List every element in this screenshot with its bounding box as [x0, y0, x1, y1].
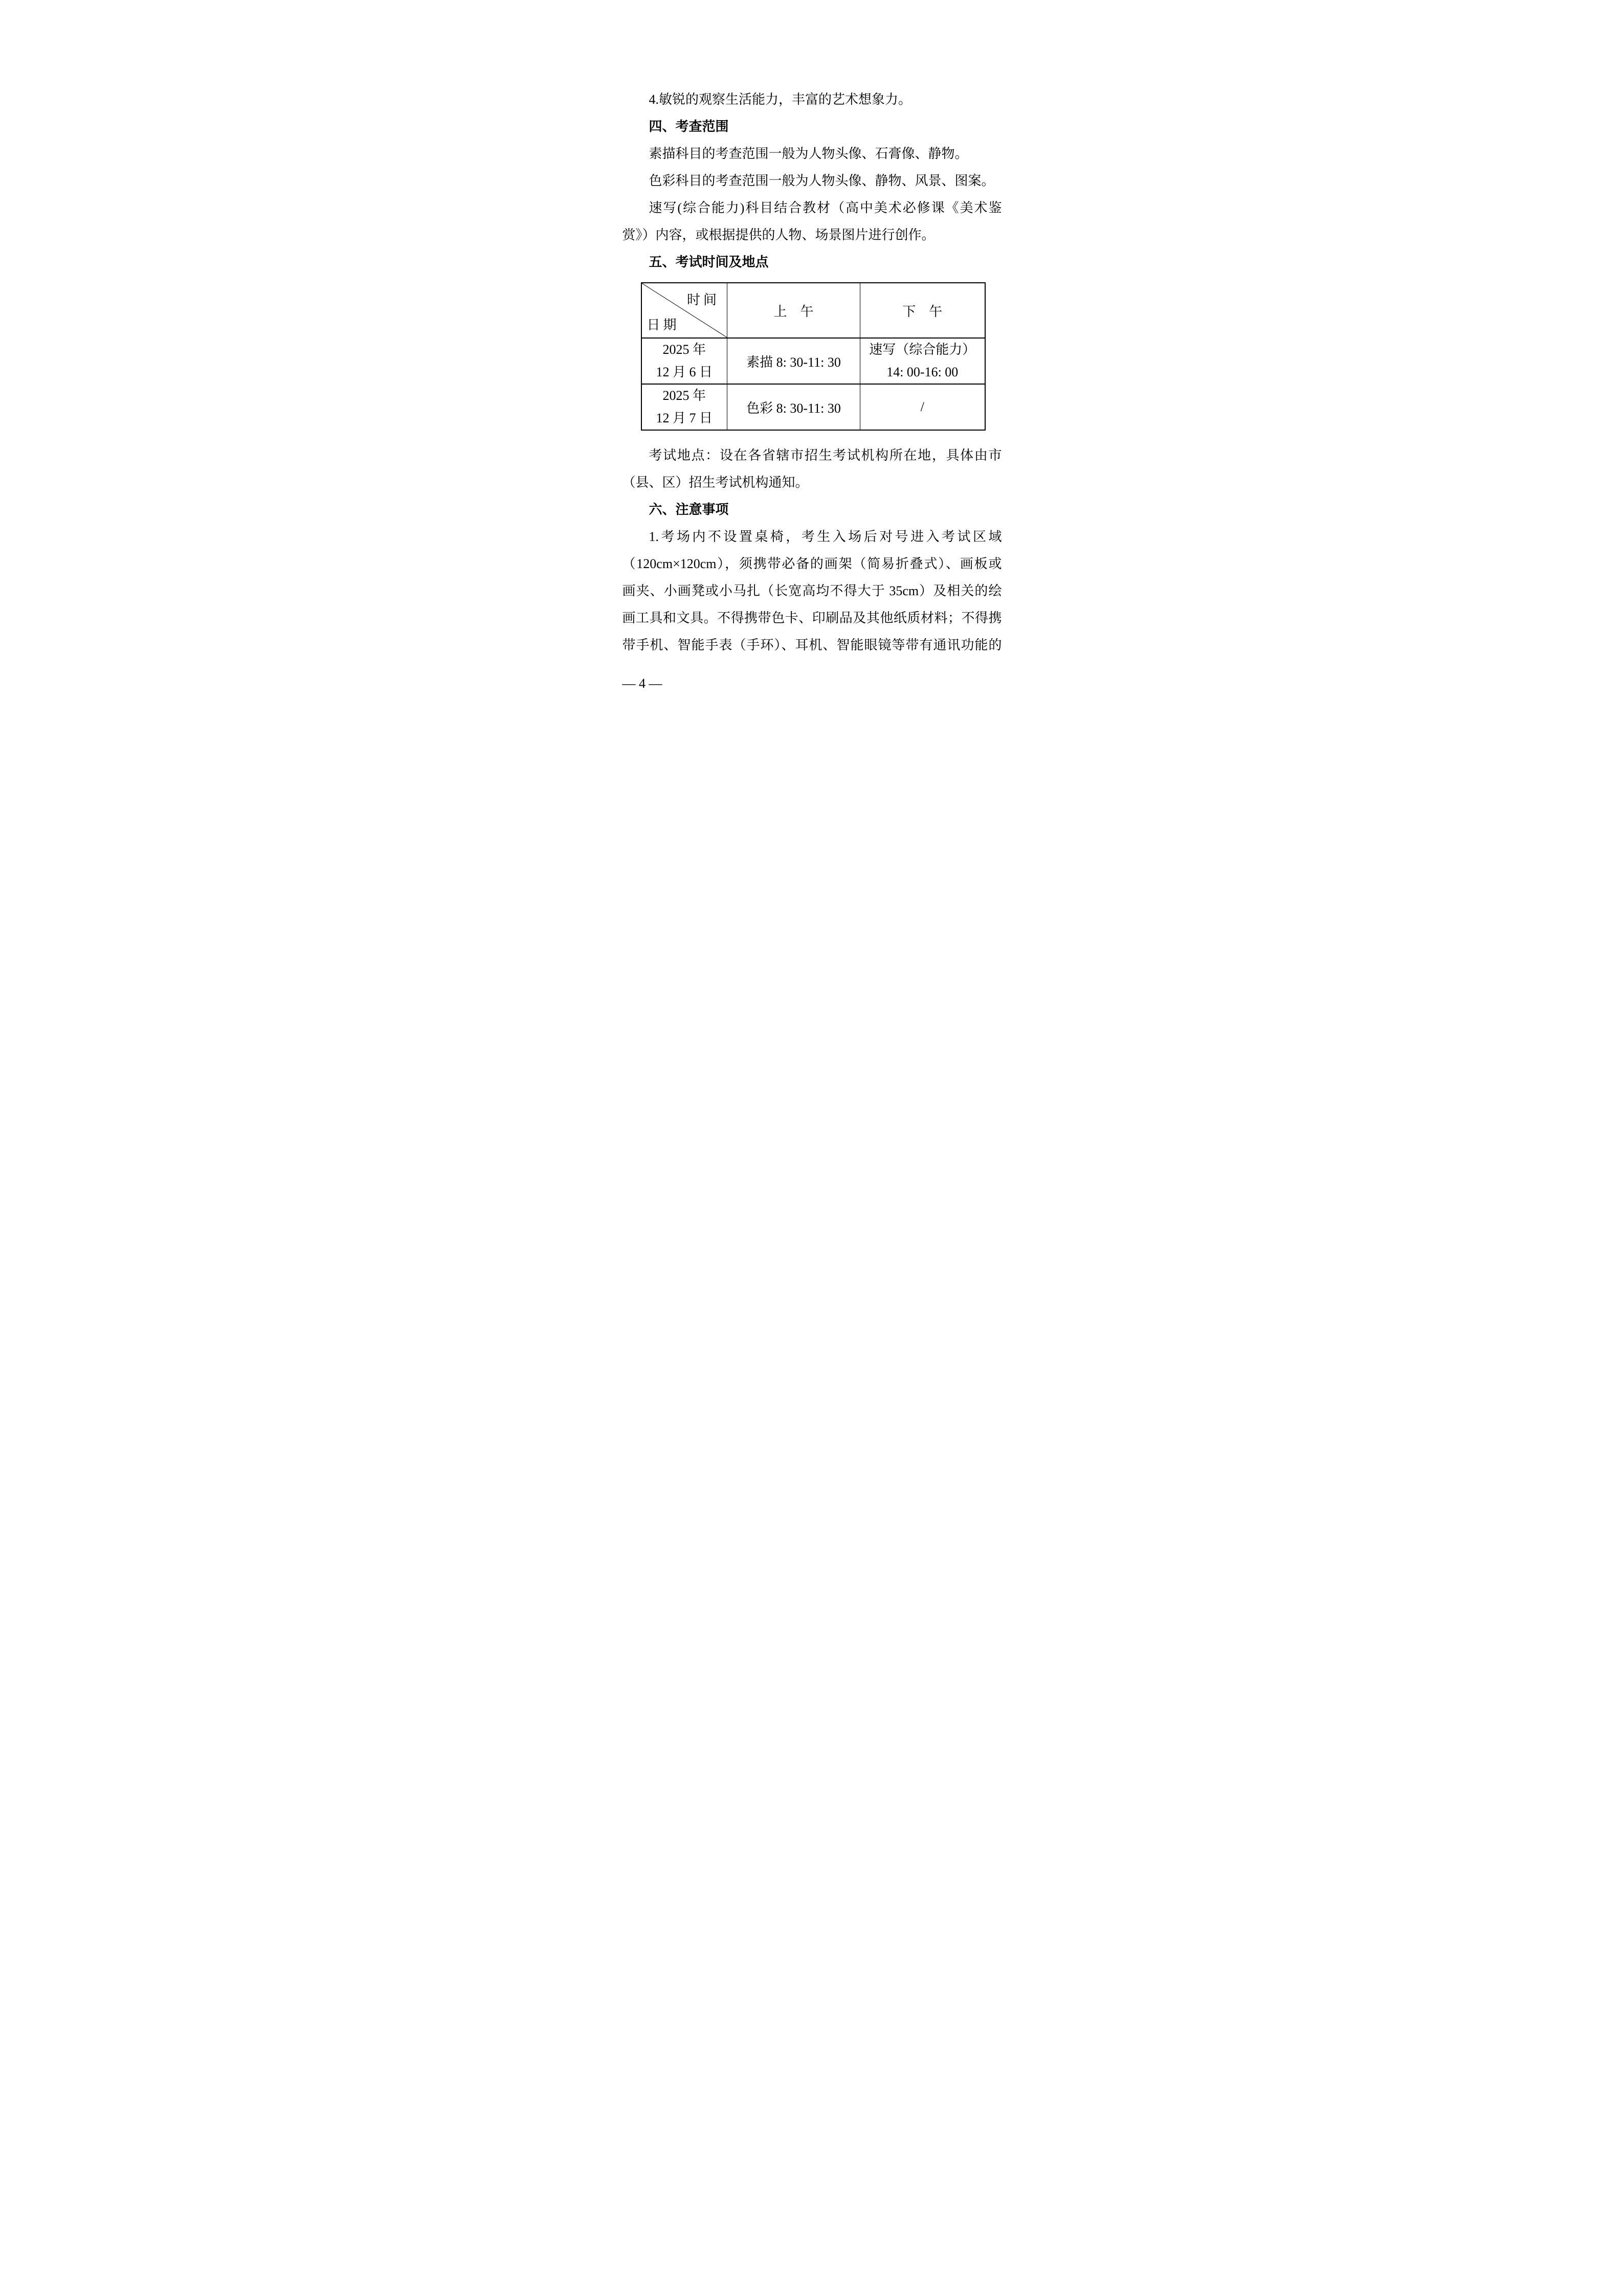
schedule-row-december-7: [641, 384, 985, 430]
afternoon-exam-subject-line: 速写（综合能力）: [869, 342, 976, 357]
section-5-paragraph-location-line-1: 考试地点：设在各省辖市招生考试机构所在地，具体由市: [649, 448, 1002, 463]
section-6-paragraph-1-line-4: 画工具和文具。不得携带色卡、印刷品及其他纸质材料；不得携: [622, 611, 1002, 625]
section-4-paragraph-quicksketch-line-1: 速写(综合能力)科目结合教材（高中美术必修课《美术鉴: [649, 200, 1002, 215]
date-day-line: 12 月 7 日: [656, 411, 713, 425]
schedule-row-december-6: [641, 338, 985, 384]
corner-label-date: 日期: [647, 318, 680, 332]
section-6-paragraph-1-line-1: 1.考场内不设置桌椅，考生入场后对号进入考试区域: [649, 529, 1002, 544]
section-5-paragraph-location-line-2: （县、区）招生考试机构通知。: [622, 475, 809, 490]
morning-exam-cell-color: 色彩 8: 30-11: 30: [727, 384, 860, 430]
section-4-paragraph-quicksketch-line-2: 赏》）内容，或根据提供的人物、场景图片进行创作。: [622, 228, 935, 242]
section-6-paragraph-1-line-5: 带手机、智能手表（手环）、耳机、智能眼镜等带有通讯功能的: [622, 638, 1002, 652]
section-4-heading: 四、考查范围: [649, 119, 729, 134]
schedule-column-header-afternoon: 下 午: [860, 283, 985, 338]
date-cell-december-7: [641, 384, 727, 430]
schedule-column-header-morning: 上 午: [727, 283, 860, 338]
section-6-paragraph-1-line-2: （120cm×120cm），须携带必备的画架（简易折叠式）、画板或: [622, 556, 1002, 571]
section-6-heading: 六、注意事项: [649, 502, 729, 517]
document-page: [557, 0, 1068, 723]
date-day-line: 12 月 6 日: [656, 365, 713, 379]
page-number: — 4 —: [622, 676, 662, 691]
section-6-paragraph-1-line-3: 画夹、小画凳或小马扎（长宽高均不得大于 35cm）及相关的绘: [622, 583, 1002, 598]
morning-exam-cell-sketch: 素描 8: 30-11: 30: [727, 338, 860, 384]
afternoon-exam-cell-empty: /: [860, 384, 985, 430]
afternoon-exam-cell-quicksketch: [860, 338, 985, 384]
corner-label-time: 时间: [686, 292, 720, 307]
paragraph-ability-item-4: 4.敏锐的观察生活能力，丰富的艺术想象力。: [649, 92, 912, 107]
section-4-paragraph-color: 色彩科目的考查范围一般为人物头像、静物、风景、图案。: [649, 173, 995, 188]
afternoon-exam-time-line: 14: 00-16: 00: [886, 365, 959, 379]
date-cell-december-6: [641, 338, 727, 384]
date-year-line: 2025 年: [662, 342, 706, 357]
exam-schedule-table: [641, 282, 986, 431]
date-year-line: 2025 年: [662, 388, 706, 403]
section-5-heading: 五、考试时间及地点: [649, 254, 769, 269]
document-body: [622, 86, 1002, 659]
schedule-corner-cell: [641, 283, 727, 338]
section-4-paragraph-sketch: 素描科目的考查范围一般为人物头像、石膏像、静物。: [649, 146, 968, 161]
schedule-header-row: [641, 283, 985, 338]
